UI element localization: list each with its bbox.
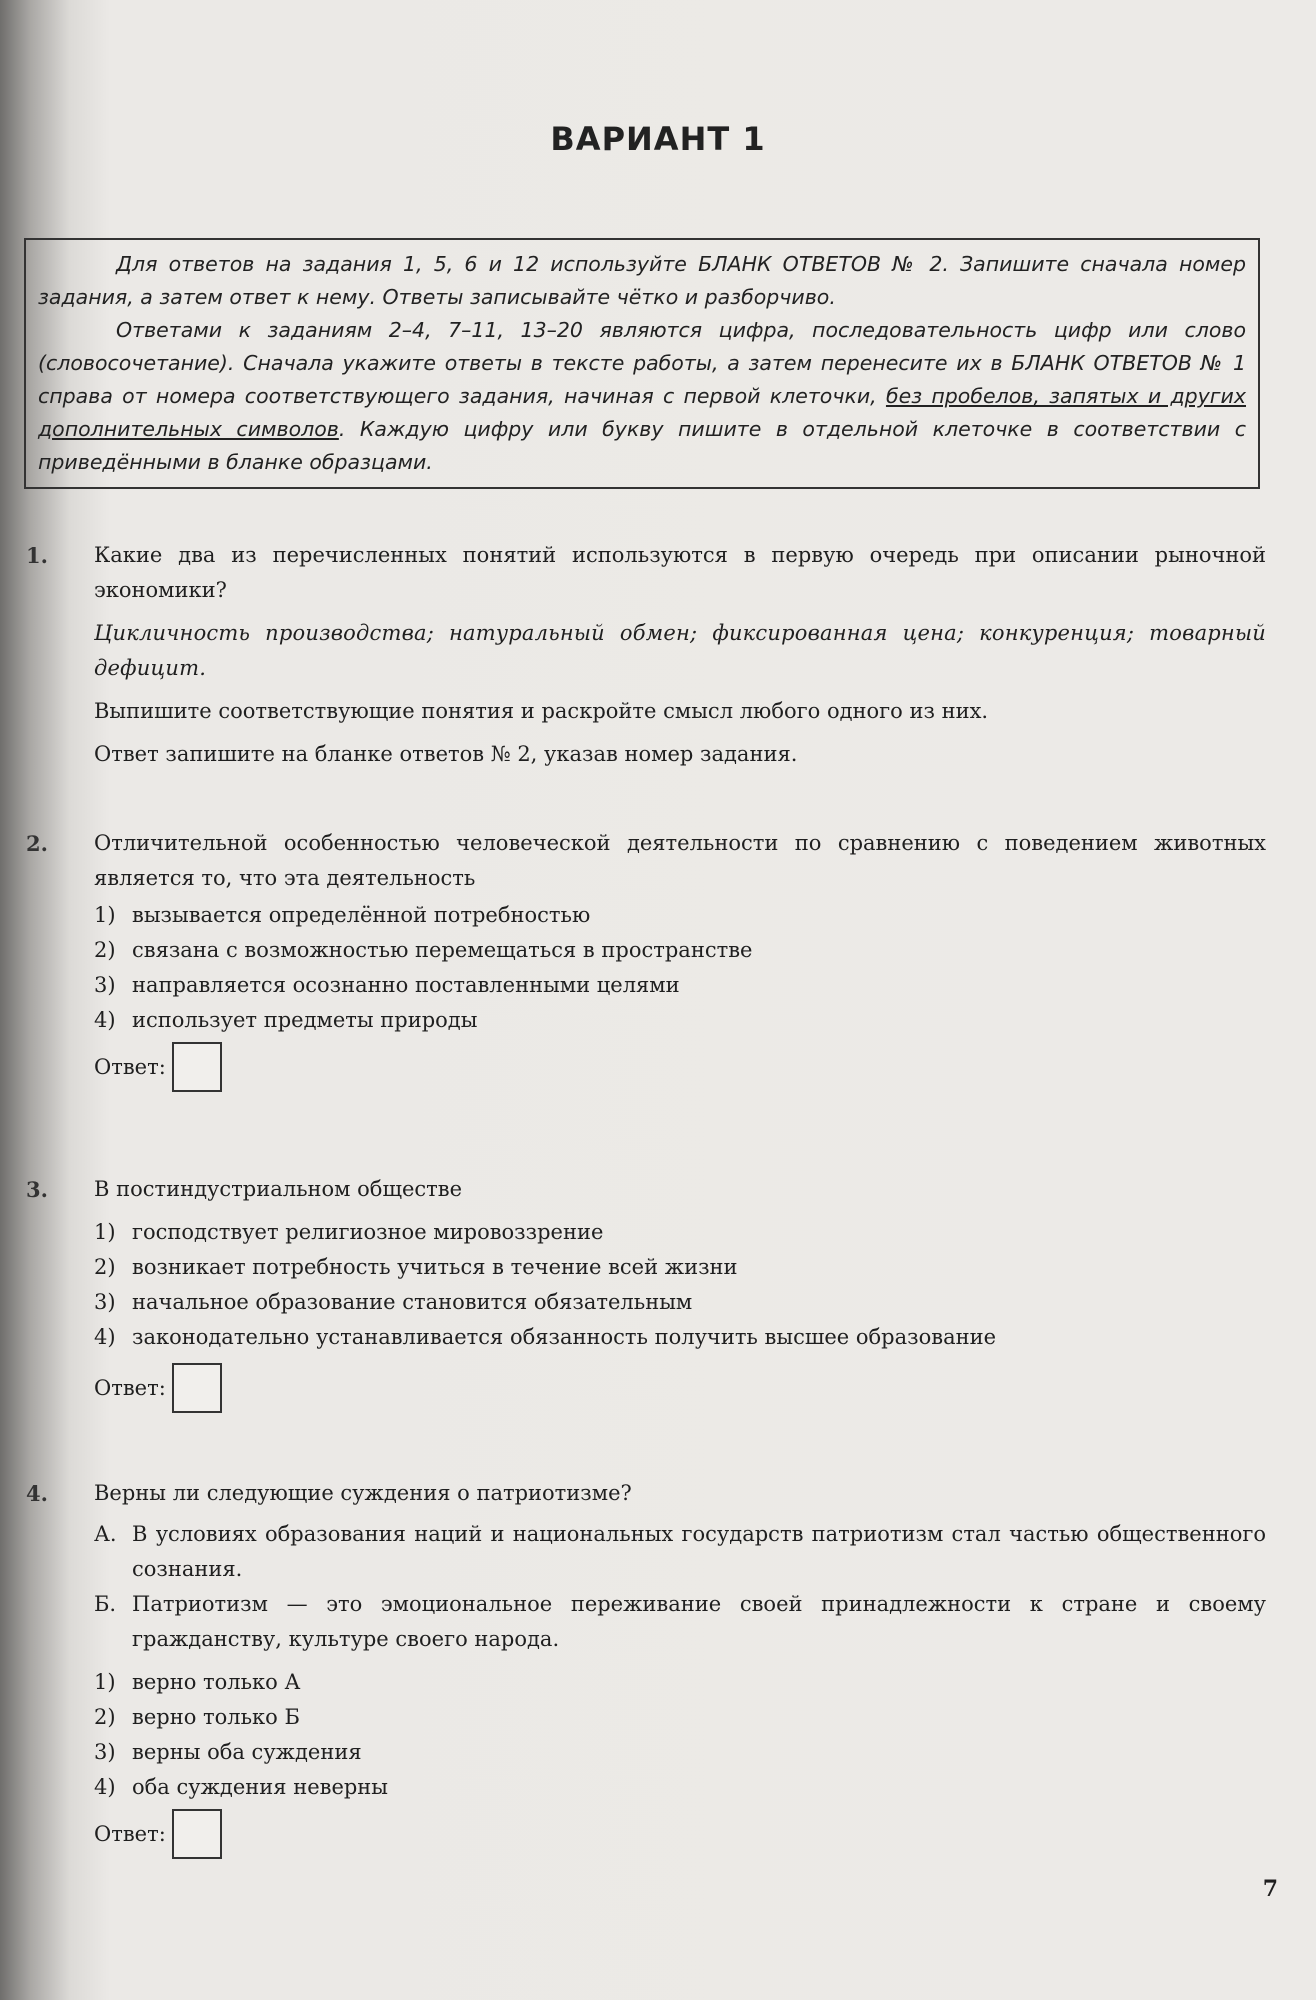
question-1 [26, 538, 1266, 772]
statement-a: А. В условиях образования наций и национальных государств патриотизм стал частью общественного сознания. [94, 1522, 1266, 1581]
option-3: 3) направляется осознанно поставленными целями [94, 973, 680, 997]
question-number: 3. [26, 1177, 48, 1202]
answer-row [94, 1042, 1266, 1092]
question-number: 1. [26, 543, 48, 568]
instructions-p2-underlined: без пробелов, запятых и других дополнительных символов [38, 384, 1246, 441]
answer-box[interactable] [172, 1042, 222, 1092]
instructions-paragraph-2 [38, 314, 1246, 479]
option-3: 3) начальное образование становится обязательным [94, 1290, 693, 1314]
statements-list [94, 1517, 1266, 1657]
option-1: 1) верно только А [94, 1670, 301, 1694]
answer-label: Ответ: [94, 1054, 166, 1079]
question-instruction: Выпишите соответствующие понятия и раскройте смысл любого одного из них. [94, 699, 989, 723]
question-number: 4. [26, 1481, 48, 1506]
question-text: Верны ли следующие суждения о патриотизме? [94, 1481, 632, 1505]
concept-list: Цикличность производства; натуральный обмен; фиксированная цена; конкуренция; товарный дефицит. [94, 621, 1266, 680]
question-2 [26, 826, 1266, 1092]
question-text: В постиндустриальном обществе [94, 1177, 463, 1201]
instructions-paragraph-1: Для ответов на задания 1, 5, 6 и 12 используйте БЛАНК ОТВЕТОВ № 2. Запишите сначала номер задания, а затем ответ к нему. Ответы записывайте чётко и разборчиво. [38, 252, 1246, 309]
question-4 [26, 1476, 1266, 1859]
instructions-p2-end: . Каждую цифру или букву пишите в отдельной клеточке в соответствии с приведёнными в бланке образцами. [38, 417, 1246, 474]
answer-box[interactable] [172, 1363, 222, 1413]
options-list [94, 898, 1266, 1038]
option-2: 2) связана с возможностью перемещаться в пространстве [94, 938, 753, 962]
answer-note: Ответ запишите на бланке ответов № 2, указав номер задания. [94, 742, 798, 766]
option-2: 2) возникает потребность учиться в течение всей жизни [94, 1255, 738, 1279]
option-4: 4) оба суждения неверны [94, 1775, 389, 1799]
instructions-p2-start: Ответами к заданиям 2–4, 7–11, 13–20 являются цифра, последовательность цифр или слово (словосочетание). Сначала укажите ответы в тексте работы, а затем перенесите их в БЛАНК ОТВЕТОВ № 1 справа от номера соответствующего задания, начиная с первой клеточки, [38, 318, 1246, 408]
answer-box[interactable] [172, 1809, 222, 1859]
option-4: 4) законодательно устанавливается обязанность получить высшее образование [94, 1325, 997, 1349]
question-text: Отличительной особенностью человеческой деятельности по сравнению с поведением животных является то, что эта деятельность [94, 831, 1266, 890]
option-4: 4) использует предметы природы [94, 1008, 478, 1032]
statement-b: Б. Патриотизм — это эмоциональное переживание своей принадлежности к стране и своему гражданству, культуре своего народа. [94, 1592, 1266, 1651]
question-number: 2. [26, 831, 48, 856]
answer-label: Ответ: [94, 1821, 166, 1846]
option-2: 2) верно только Б [94, 1705, 300, 1729]
question-text: Какие два из перечисленных понятий используются в первую очередь при описании рыночной экономики? [94, 543, 1266, 602]
instructions-box [24, 238, 1260, 489]
answer-row [94, 1363, 1266, 1413]
page-number: 7 [1262, 1876, 1278, 1902]
options-list [94, 1665, 1266, 1805]
option-1: 1) вызывается определённой потребностью [94, 903, 591, 927]
page-title: ВАРИАНТ 1 [550, 120, 766, 158]
option-3: 3) верны оба суждения [94, 1740, 362, 1764]
option-1: 1) господствует религиозное мировоззрение [94, 1220, 604, 1244]
answer-label: Ответ: [94, 1375, 166, 1400]
answer-row [94, 1809, 1266, 1859]
question-3 [26, 1172, 1266, 1413]
options-list [94, 1215, 1266, 1355]
